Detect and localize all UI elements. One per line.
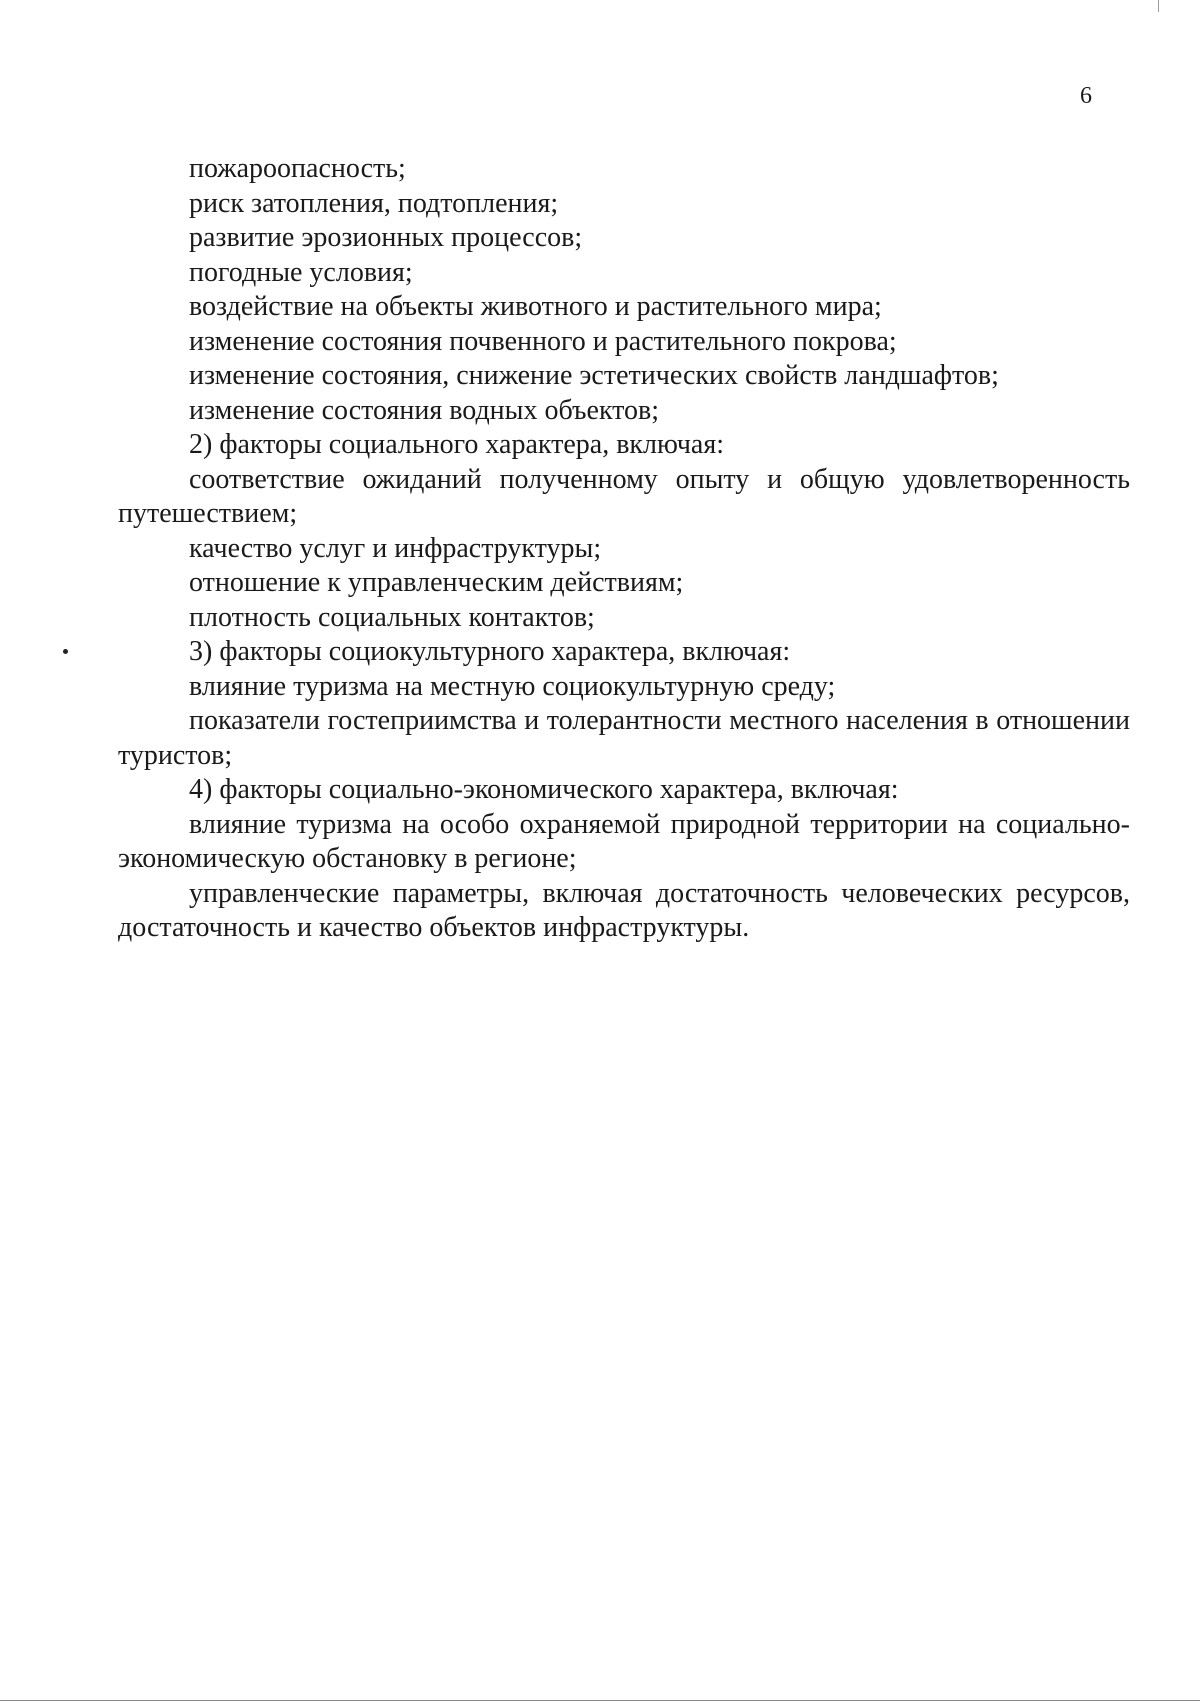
paragraph-hospitality: показатели гостеприимства и толерантности местного населения в отношении туристов; (118, 705, 1130, 771)
scan-speck (63, 649, 68, 654)
paragraph-weather: погодные условия; (189, 256, 413, 288)
paragraph-socioeconomic-heading: 4) факторы социально-экономического характера, включая: (189, 774, 899, 805)
paragraph-erosion: развитие эрозионных процессов; (189, 222, 583, 253)
scan-bottom-edge (0, 1700, 1200, 1701)
paragraph-service-quality: качество услуг и инфраструктуры; (189, 532, 602, 564)
paragraph-management-attitude: отношение к управленческим действиям; (189, 567, 684, 598)
paragraph-socioeconomic-impact: влияние туризма на особо охраняемой природной территории на социально-экономическую обстановку в регионе; (118, 808, 1130, 874)
page-number: 6 (1080, 83, 1092, 109)
paragraph-satisfaction: соответствие ожиданий полученному опыту и общую удовлетворенность путешествием; (118, 463, 1130, 529)
paragraph-social-factors-heading: 2) факторы социального характера, включая: (189, 429, 725, 460)
paragraph-sociocultural-impact: влияние туризма на местную социокультурную среду; (189, 670, 836, 702)
paragraph-flood-risk: риск затопления, подтопления; (189, 187, 559, 219)
paragraph-wildlife-impact: воздействие на объекты животного и растительного мира; (189, 291, 882, 322)
paragraph-landscape: изменение состояния, снижение эстетических свойств ландшафтов; (189, 360, 999, 391)
paragraph-soil-cover: изменение состояния почвенного и растительного покрова; (189, 325, 897, 357)
scan-edge-mark (1158, 0, 1159, 12)
paragraph-social-contacts: плотность социальных контактов; (189, 601, 595, 633)
paragraph-fire-hazard: пожароопасность; (189, 153, 406, 184)
paragraph-water-bodies: изменение состояния водных объектов; (189, 394, 660, 426)
paragraph-sociocultural-heading: 3) факторы социокультурного характера, включая: (189, 636, 791, 667)
paragraph-management-parameters: управленческие параметры, включая достаточность человеческих ресурсов, достаточность и качество объектов инфраструктуры. (118, 877, 1130, 943)
document-body (118, 152, 1130, 946)
